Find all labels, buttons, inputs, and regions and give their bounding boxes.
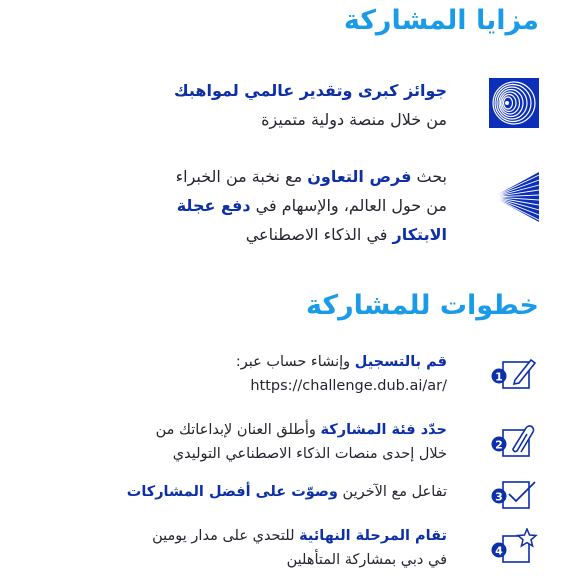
benefit-2-text-a: بحث [411,167,447,186]
benefits-heading: مزايا المشاركة [343,5,539,36]
step-3-text: تفاعل مع الآخرين [337,484,447,500]
step-item-1 [39,350,539,400]
benefit-2-text-b: مع نخبة من الخبراء [175,167,308,186]
step-4-text: للتحدي على مدار يومين [152,528,300,544]
benefit-item-collaboration [39,162,539,252]
benefit-item-awards [39,76,539,136]
benefit-2-strong-b: دفع عجلة [176,196,251,215]
steps-heading: خطوات للمشاركة [306,290,539,321]
step-2-text: وأطلق العنان لإبداعاتك من [155,422,321,438]
benefit-1-text: من خلال منصة دولية متميزة [261,110,447,129]
star-icon [491,528,539,568]
benefit-2-text-c: من حول العالم، والإسهام في [250,196,447,215]
step-item-2 [39,418,539,468]
benefit-1-title: جوائز كبرى وتقدير عالمي لمواهبك [173,81,447,100]
benefit-2-text-d: في الذكاء الاصطناعي [245,225,393,244]
step-1-number: 1 [495,370,503,384]
step-4-number: 4 [495,544,503,558]
step-3-number: 3 [495,490,503,504]
step-1-text: وإنشاء حساب عبر: [235,354,355,370]
edit-pencil-icon [491,354,539,394]
benefit-2-strong-c: الابتكار [392,225,447,244]
fan-lines-icon [489,172,539,222]
benefit-2-strong-a: فرص التعاون [307,167,412,186]
paperclip-icon [491,422,539,462]
step-1-strong: قم بالتسجيل [354,354,447,370]
step-item-4 [39,524,539,574]
step-2-text-line2: خلال إحدى منصات الذكاء الاصطناعي التوليدي [172,446,447,462]
circular-rings-icon [489,78,539,128]
step-2-strong: حدّد فئة المشاركة [320,422,447,438]
registration-link[interactable]: https://challenge.dub.ai/ar/ [250,378,447,394]
checkbox-check-icon [491,474,539,514]
step-3-strong: وصوّت على أفضل المشاركات [126,484,338,500]
step-2-number: 2 [495,438,503,452]
step-4-strong: تقام المرحلة النهائية [299,528,447,544]
step-item-3 [39,480,539,520]
step-4-text-line2: في دبي بمشاركة المتأهلين [286,552,447,568]
